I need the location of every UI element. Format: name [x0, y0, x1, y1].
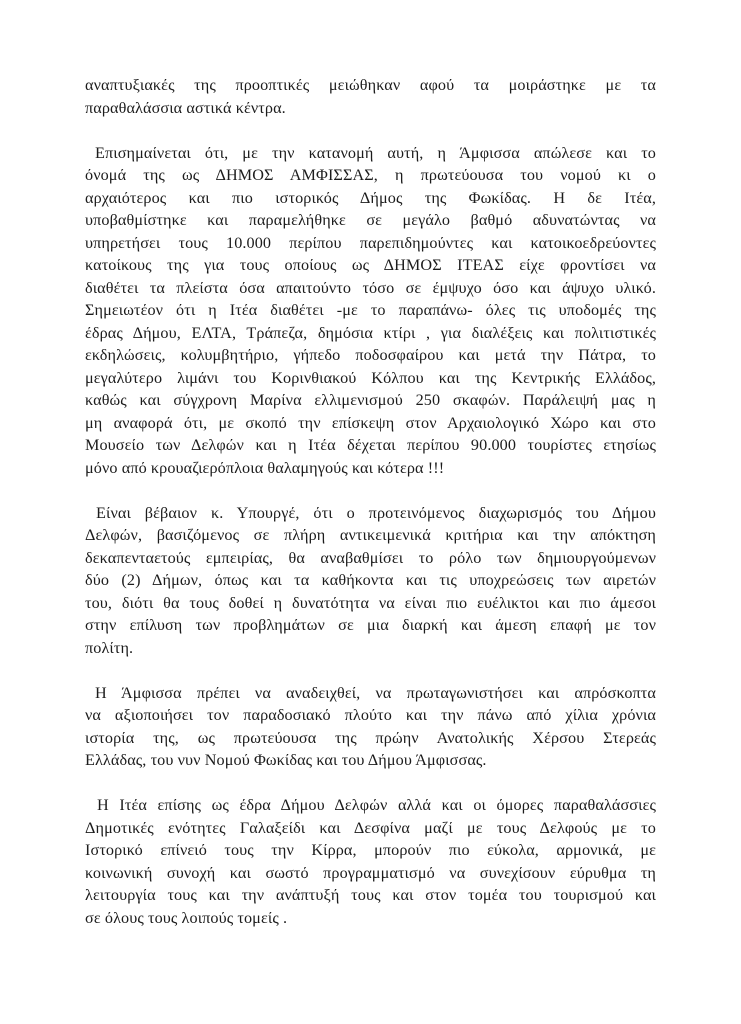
text-line: Σημειωτέον ότι η Ιτέα διαθέτει -με το παραπάνω- όλες τις υποδομές της	[85, 301, 656, 319]
text-line: δύο (2) Δήμων, όπως και τα καθήκοντα και τις υποχρεώσεις των αιρετών	[85, 571, 656, 589]
paragraph	[85, 74, 656, 119]
text-line: Η Ιτέα επίσης ως έδρα Δήμου Δελφών αλλά και οι όμορες παραθαλάσσιες	[97, 796, 656, 814]
text-line: Επισημαίνεται ότι, με την κατανομή αυτή, η Άμφισσα απώλεσε και το	[95, 143, 656, 162]
text-line: υποβαθμίστηκε και παραμελήθηκε σε μεγάλο βαθμό αδυνατώντας να	[85, 211, 656, 229]
text-line: Δελφών, βασιζόμενος σε πλήρη αντικειμενικά κριτήρια και την απόκτηση	[85, 526, 656, 544]
text-line: καθώς και σύγχρονη Μαρίνα ελλιμενισμού 250 σκαφών. Παράλειψή μας η	[85, 391, 656, 409]
text-line: Ελλάδας, του νυν Νομού Φωκίδας και του Δήμου Άμφισσας.	[85, 751, 487, 769]
text-line: αναπτυξιακές της προοπτικές μειώθηκαν αφού τα μοιράστηκε με τα	[85, 76, 656, 94]
text-line: μη αναφορά ότι, με σκοπό την επίσκεψη στον Αρχαιολογικό Χώρο και στο	[85, 413, 656, 432]
paragraph	[85, 794, 656, 929]
text-line: όνομά της ως ΔΗΜΟΣ ΑΜΦΙΣΣΑΣ, η πρωτεύουσα του νομού κι ο	[85, 166, 656, 184]
text-line: κοινωνική συνοχή και σωστό προγραμματισμό να συνεχίσουν εύρυθμα τη	[85, 863, 656, 882]
text-line: του, διότι θα τους δοθεί η δυνατότητα να είναι πιο ευέλικτοι και πιο άμεσοι	[85, 593, 656, 612]
text-line: μόνο από κρουαζιερόπλοια θαλαμηγούς και κότερα !!!	[85, 458, 445, 477]
text-line: Δημοτικές ενότητες Γαλαξείδι και Δεσφίνα μαζί με τους Δελφούς με το	[85, 818, 656, 837]
document-text-body	[85, 74, 656, 929]
text-line: να αξιοποιήσει τον παραδοσιακό πλούτο και την πάνω από χίλια χρόνια	[85, 706, 656, 724]
paragraph	[85, 142, 656, 480]
paragraph	[85, 682, 656, 772]
text-line: Είναι βέβαιον κ. Υπουργέ, ότι ο προτεινόμενος διαχωρισμός του Δήμου	[96, 503, 656, 522]
text-line: Μουσείο των Δελφών και η Ιτέα δέχεται περίπου 90.000 τουρίστες ετησίως	[85, 436, 656, 454]
text-line: στην επίλυση των προβλημάτων σε μια διαρκή και άμεση επαφή με τον	[85, 616, 656, 634]
text-line: μεγαλύτερο λιμάνι του Κορινθιακού Κόλπου και της Κεντρικής Ελλάδος,	[85, 368, 656, 387]
text-line: Ιστορικό επίνειό τους την Κίρρα, μπορούν πιο εύκολα, αρμονικά, με	[85, 841, 656, 859]
text-line: ιστορία της, ως πρωτεύουσα της πρώην Ανατολικής Χέρσου Στερεάς	[85, 728, 656, 747]
text-line: αρχαιότερος και πιο ιστορικός Δήμος της Φωκίδας. Η δε Ιτέα,	[85, 188, 656, 207]
text-line: υπηρετήσει τους 10.000 περίπου παρεπιδημούντες και κατοικοεδρεύοντες	[85, 233, 656, 252]
text-line: εκδηλώσεις, κολυμβητήριο, γήπεδο ποδοσφαίρου και μετά την Πάτρα, το	[85, 346, 656, 364]
paragraph	[85, 502, 656, 660]
text-line: κατοίκους της για τους οποίους ως ΔΗΜΟΣ ΙΤΕΑΣ είχε φροντίσει να	[85, 256, 656, 274]
text-line: πολίτη.	[85, 638, 134, 657]
text-line: σε όλους τους λοιπούς τομείς .	[85, 908, 288, 927]
text-line: λειτουργία τους και την ανάπτυξή τους και στον τομέα του τουρισμού και	[85, 886, 656, 904]
text-line: έδρας Δήμου, ΕΛΤΑ, Τράπεζα, δημόσια κτίρι , για διαλέξεις και πολιτιστικές	[85, 323, 656, 342]
text-line: δεκαπενταετούς εμπειρίας, θα αναβαθμίσει το ρόλο των δημιουργούμενων	[85, 548, 656, 567]
text-line: παραθαλάσσια αστικά κέντρα.	[85, 98, 286, 117]
text-line: Η Άμφισσα πρέπει να αναδειχθεί, να πρωταγωνιστήσει και απρόσκοπτα	[95, 683, 656, 702]
text-line: διαθέτει τα πλείστα όσα απαιτούντο τόσο σε έμψυχο όσο και άψυχο υλικό.	[85, 278, 656, 297]
